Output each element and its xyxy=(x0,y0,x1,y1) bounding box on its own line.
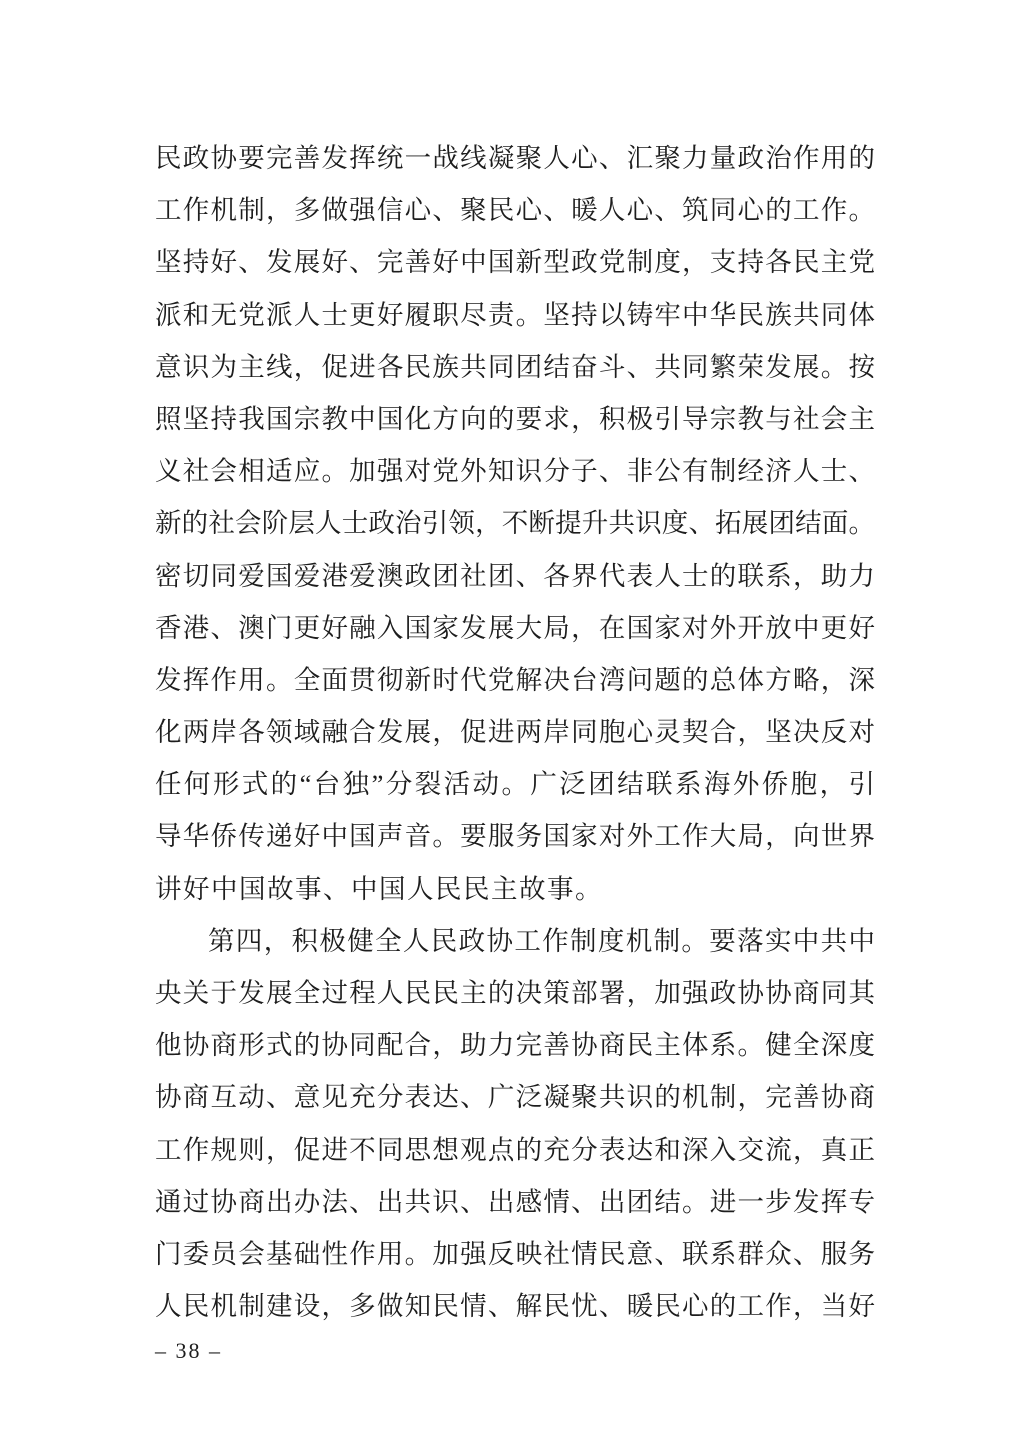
text-line: 香港、澳门更好融入国家发展大局，在国家对外开放中更好 xyxy=(155,612,875,643)
text-line: 派和无党派人士更好履职尽责。坚持以铸牢中华民族共同体 xyxy=(155,299,875,330)
text-line-paragraph-start: 第四，积极健全人民政协工作制度机制。要落实中共中 xyxy=(208,925,875,956)
text-line: 通过协商出办法、出共识、出感情、出团结。进一步发挥专 xyxy=(155,1186,875,1217)
text-line: 意识为主线，促进各民族共同团结奋斗、共同繁荣发展。按 xyxy=(155,351,875,382)
text-line: 坚持好、发展好、完善好中国新型政党制度，支持各民主党 xyxy=(155,247,875,278)
text-line: 密切同爱国爱港爱澳政团社团、各界代表人士的联系，助力 xyxy=(155,560,875,591)
text-line: 工作机制，多做强信心、聚民心、暖人心、筑同心的工作。 xyxy=(155,195,875,226)
text-line: 民政协要完善发挥统一战线凝聚人心、汇聚力量政治作用的 xyxy=(155,143,875,173)
text-line: 人民机制建设，多做知民情、解民忧、暖民心的工作，当好 xyxy=(155,1291,875,1322)
text-line: 照坚持我国宗教中国化方向的要求，积极引导宗教与社会主 xyxy=(155,403,875,434)
text-line: 门委员会基础性作用。加强反映社情民意、联系群众、服务 xyxy=(155,1238,875,1269)
text-line-paragraph-end: 讲好中国故事、中国人民民主故事。 xyxy=(155,873,603,904)
text-line: 协商互动、意见充分表达、广泛凝聚共识的机制，完善协商 xyxy=(155,1082,875,1113)
text-line: 义社会相适应。加强对党外知识分子、非公有制经济人士、 xyxy=(155,456,875,487)
text-line: 央关于发展全过程人民民主的决策部署，加强政协协商同其 xyxy=(155,978,875,1008)
text-block xyxy=(155,132,875,1332)
text-line: 他协商形式的协同配合，助力完善协商民主体系。健全深度 xyxy=(155,1030,875,1061)
text-line: 新的社会阶层人士政治引领，不断提升共识度、拓展团结面。 xyxy=(155,508,875,539)
text-line: 化两岸各领域融合发展，促进两岸同胞心灵契合，坚决反对 xyxy=(155,717,875,748)
text-line: 导华侨传递好中国声音。要服务国家对外工作大局，向世界 xyxy=(155,821,875,852)
text-line: 任何形式的“台独”分裂活动。广泛团结联系海外侨胞，引 xyxy=(155,769,875,800)
text-line: 工作规则，促进不同思想观点的充分表达和深入交流，真正 xyxy=(155,1134,875,1165)
text-line: 发挥作用。全面贯彻新时代党解决台湾问题的总体方略，深 xyxy=(155,664,875,695)
page-number: – 38 – xyxy=(155,1338,222,1363)
